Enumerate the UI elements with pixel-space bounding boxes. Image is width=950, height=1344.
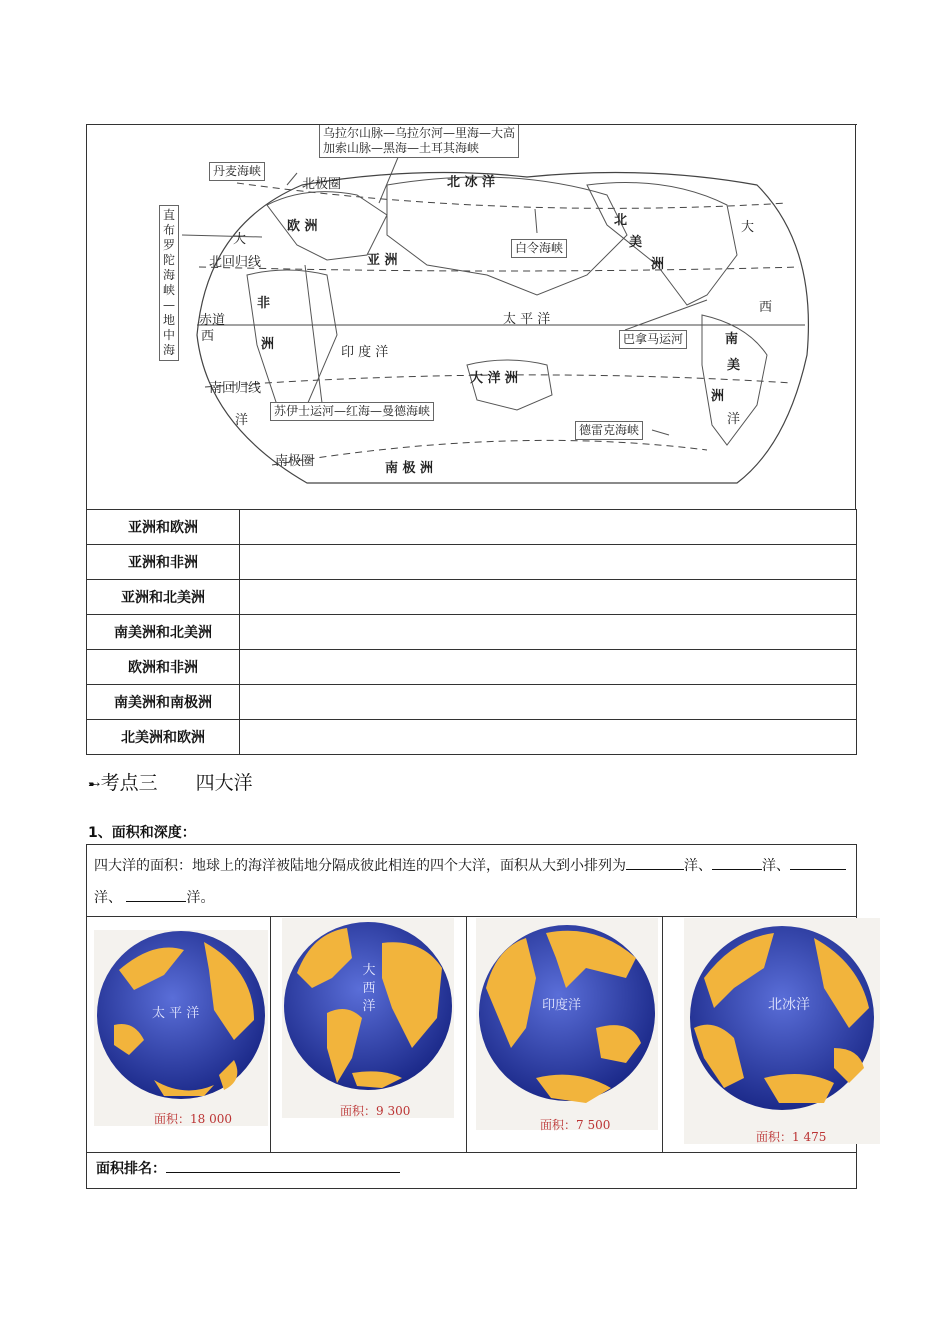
row-label: 南美洲和南极洲: [87, 685, 240, 720]
area-rank-row: [96, 1158, 400, 1178]
answer-blank-3[interactable]: [790, 855, 846, 870]
arrow-icon: ➸: [88, 776, 101, 793]
globe-name: 太 平 洋: [152, 1006, 200, 1021]
tropic-capricorn-label: 南回归线: [209, 381, 262, 396]
row-divider: [86, 916, 857, 917]
asia-label: 亚 洲: [367, 253, 398, 268]
africa-label-2: 洲: [261, 337, 275, 352]
atlantic-east-label-1: 大: [741, 220, 755, 235]
pacific-label: 太 平 洋: [503, 312, 551, 327]
pacific-globe-panel: [94, 930, 268, 1126]
table-row: [87, 545, 857, 580]
pacific-globe: [94, 930, 268, 1126]
north-america-label-2: 美: [629, 235, 643, 250]
globe-name: 大西洋: [362, 963, 376, 1014]
north-america-label-1: 北: [614, 213, 628, 228]
arctic-ocean-label: 北 冰 洋: [447, 175, 496, 190]
table-row: [87, 685, 857, 720]
area-rank-blank[interactable]: [166, 1158, 400, 1173]
separator: 洋。: [186, 890, 215, 906]
answer-blank-4[interactable]: [126, 887, 186, 902]
row-label: 南美洲和北美洲: [87, 615, 240, 650]
table-row: [87, 720, 857, 755]
separator: 洋、: [684, 858, 712, 874]
row-label: 欧洲和非洲: [87, 650, 240, 685]
ural-boundary-line2: 加索山脉—黑海—土耳其海峡: [323, 141, 480, 155]
atlantic-globe: [282, 918, 454, 1118]
table-row: [87, 615, 857, 650]
answer-cell[interactable]: [240, 615, 857, 650]
globe-area: 面积：7 500: [540, 1118, 611, 1132]
equator-label: 赤道: [199, 313, 226, 328]
table-row: [87, 580, 857, 615]
europe-label: 欧 洲: [287, 219, 318, 234]
globe-area: 面积：9 300: [340, 1104, 411, 1118]
row-label: 亚洲和北美洲: [87, 580, 240, 615]
south-america-label-3: 洲: [711, 389, 725, 404]
globe-name: 印度洋: [542, 998, 582, 1013]
arctic-globe-panel: [684, 918, 880, 1144]
north-america-label-3: 洲: [651, 257, 665, 272]
ural-boundary-line1: 乌拉尔山脉—乌拉尔河—里海—大高: [323, 126, 516, 140]
indian-globe-panel: [476, 918, 658, 1130]
south-america-label-2: 美: [727, 358, 741, 373]
row-divider: [86, 1152, 857, 1153]
gibraltar-callout: 直布罗陀海峡—地中海: [159, 205, 179, 361]
row-label: 亚洲和欧洲: [87, 510, 240, 545]
bering-strait-callout: 白令海峡: [511, 239, 567, 258]
indian-label: 印 度 洋: [341, 345, 389, 360]
ocean-area-question: [94, 850, 848, 914]
col-divider: [270, 916, 271, 1152]
indian-globe: [476, 918, 658, 1130]
answer-blank-1[interactable]: [626, 855, 684, 870]
row-label: 亚洲和非洲: [87, 545, 240, 580]
answer-cell[interactable]: [240, 685, 857, 720]
answer-cell[interactable]: [240, 545, 857, 580]
answer-cell[interactable]: [240, 720, 857, 755]
antarctic-circle-label: 南极圈: [275, 454, 315, 469]
answer-cell[interactable]: [240, 510, 857, 545]
col-divider: [662, 916, 663, 1152]
answer-cell[interactable]: [240, 650, 857, 685]
atlantic-east-label-3: 洋: [727, 412, 741, 427]
south-america-label-1: 南: [725, 332, 739, 347]
atlantic-west-label-2: 西: [201, 329, 215, 344]
question-text: 四大洋的面积：地球上的海洋被陆地分隔成彼此相连的四个大洋，面积从大到小排列为: [94, 858, 626, 874]
table-row: [87, 510, 857, 545]
section-title: [88, 768, 253, 795]
suez-canal-callout: 苏伊士运河—红海—曼德海峡: [270, 402, 434, 421]
globe-area: 面积：18 000: [154, 1112, 232, 1126]
separator: 洋、: [762, 858, 790, 874]
panama-canal-callout: 巴拿马运河: [619, 330, 687, 349]
table-row: [87, 650, 857, 685]
world-map-frame: [86, 124, 856, 509]
globe-name: 北冰洋: [768, 997, 810, 1013]
atlantic-west-label-1: 大: [233, 232, 247, 247]
danish-strait-callout: 丹麦海峡: [209, 162, 265, 181]
atlantic-west-label-3: 洋: [235, 413, 249, 428]
area-rank-label: 面积排名：: [96, 1161, 166, 1177]
ural-boundary-callout: [319, 125, 519, 158]
globe-area: 面积：1 475: [756, 1130, 827, 1144]
col-divider: [466, 916, 467, 1152]
atlantic-east-label-2: 西: [759, 300, 773, 315]
atlantic-globe-panel: [282, 918, 454, 1118]
row-label: 北美洲和欧洲: [87, 720, 240, 755]
subsection-title: 1、面积和深度：: [88, 825, 196, 841]
oceania-label: 大 洋 洲: [470, 371, 519, 386]
separator: 洋、: [94, 890, 122, 906]
antarctica-label: 南 极 洲: [385, 461, 434, 476]
answer-blank-2[interactable]: [712, 855, 762, 870]
answer-cell[interactable]: [240, 580, 857, 615]
arctic-circle-label: 北极圈: [302, 177, 342, 192]
tropic-cancer-label: 北回归线: [209, 255, 262, 270]
continent-boundary-table: [86, 509, 857, 755]
africa-label-1: 非: [257, 296, 271, 311]
drake-passage-callout: 德雷克海峡: [575, 421, 643, 440]
section-title-text: 考点三 四大洋: [100, 773, 253, 794]
arctic-globe: [684, 918, 880, 1144]
